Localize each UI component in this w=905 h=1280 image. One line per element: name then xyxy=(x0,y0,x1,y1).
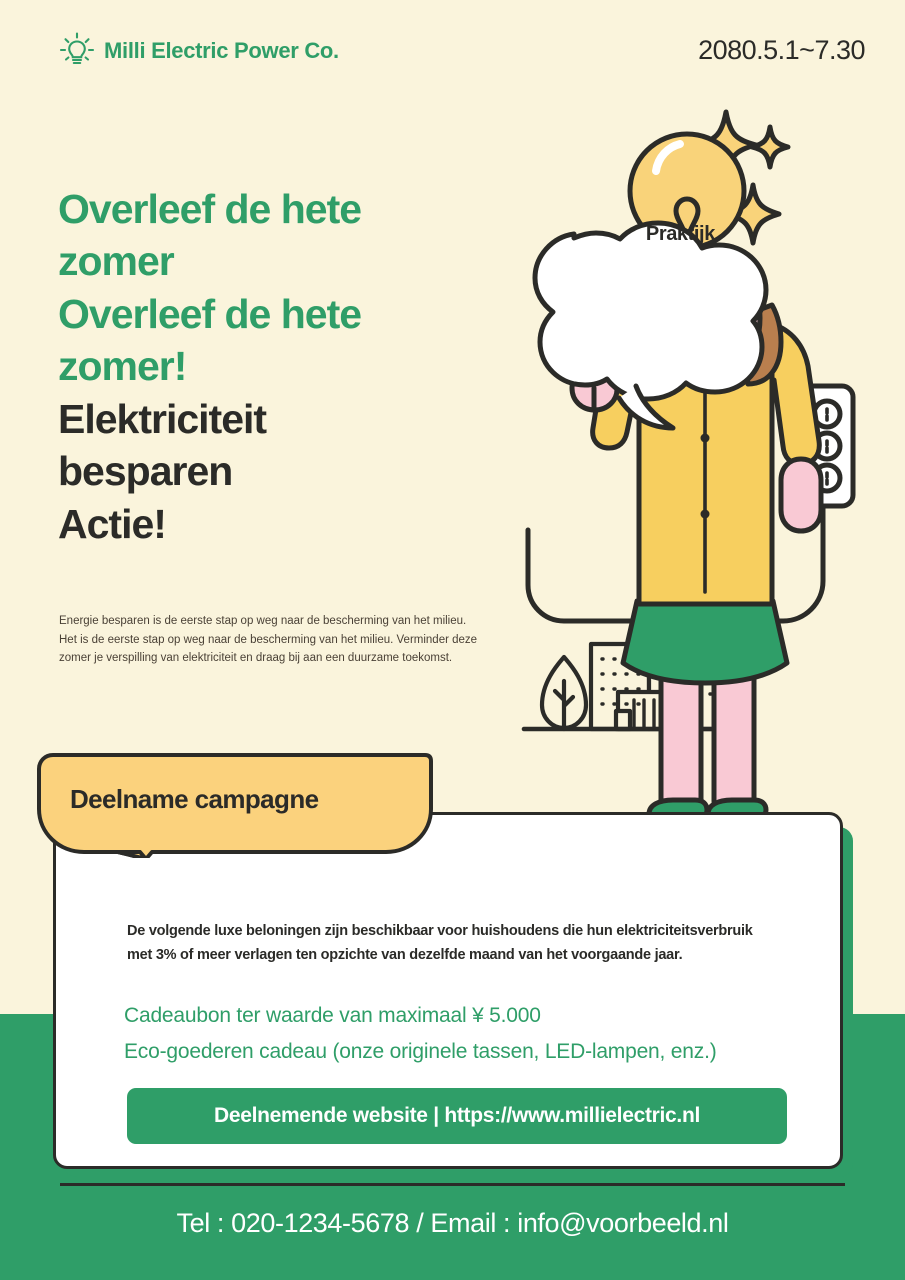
eligibility-note-line: De volgende luxe beloningen zijn beschikbaar voor huishoudens die hun elektriciteitsverbruik xyxy=(127,923,753,939)
footer-divider xyxy=(60,1183,845,1186)
participating-website-label: Deelnemende website | https://www.millielectric.nl xyxy=(213,1104,701,1127)
campaign-callout xyxy=(36,752,434,858)
headline-line: zomer! xyxy=(58,343,187,390)
reward-item: Cadeaubon ter waarde van maximaal ¥ 5.000 xyxy=(124,1004,541,1027)
page-title xyxy=(58,183,478,550)
headline-line: Actie! xyxy=(58,500,166,547)
hero-illustration xyxy=(516,96,905,826)
speech-bubble-text: Praktijk. xyxy=(645,223,721,245)
intro-line: Energie besparen is de eerste stap op weg naar de bescherming van het milieu. xyxy=(59,615,467,627)
eligibility-note-line: met 3% of meer verlagen ten opzichte van dezelfde maand van het voorgaande jaar. xyxy=(127,947,683,964)
intro-line: zomer je verspilling van elektriciteit en draag bij aan een duurzame toekomst. xyxy=(59,652,453,665)
headline-line: Elektriciteit xyxy=(58,395,267,442)
intro-line: Het is de eerste stap op weg naar de bescherming van het milieu. Verminder deze xyxy=(59,633,478,646)
rewards-list xyxy=(124,998,824,1070)
brand-logo xyxy=(58,30,339,72)
footer-contact: Tel : 020-1234-5678 / Email : info@voorbeeld.nl xyxy=(176,1208,729,1238)
campaign-card xyxy=(53,812,843,1169)
participating-website-button[interactable] xyxy=(127,1088,787,1144)
intro-paragraph xyxy=(59,612,529,668)
poster-header xyxy=(0,30,905,84)
reward-item: Eco-goederen cadeau (onze originele tassen, LED-lampen, enz.) xyxy=(124,1040,717,1064)
campaign-callout-label: Deelname campagne xyxy=(70,784,319,814)
headline-line: Overleef de hete xyxy=(58,186,362,232)
headline-line: Overleef de hete xyxy=(58,290,362,337)
campaign-date-range: 2080.5.1~7.30 xyxy=(698,35,865,65)
lightbulb-icon xyxy=(58,30,96,72)
brand-name: Milli Electric Power Co. xyxy=(104,38,339,63)
headline-line: zomer xyxy=(58,238,174,285)
eligibility-note xyxy=(127,919,817,968)
headline-line: besparen xyxy=(58,448,233,495)
